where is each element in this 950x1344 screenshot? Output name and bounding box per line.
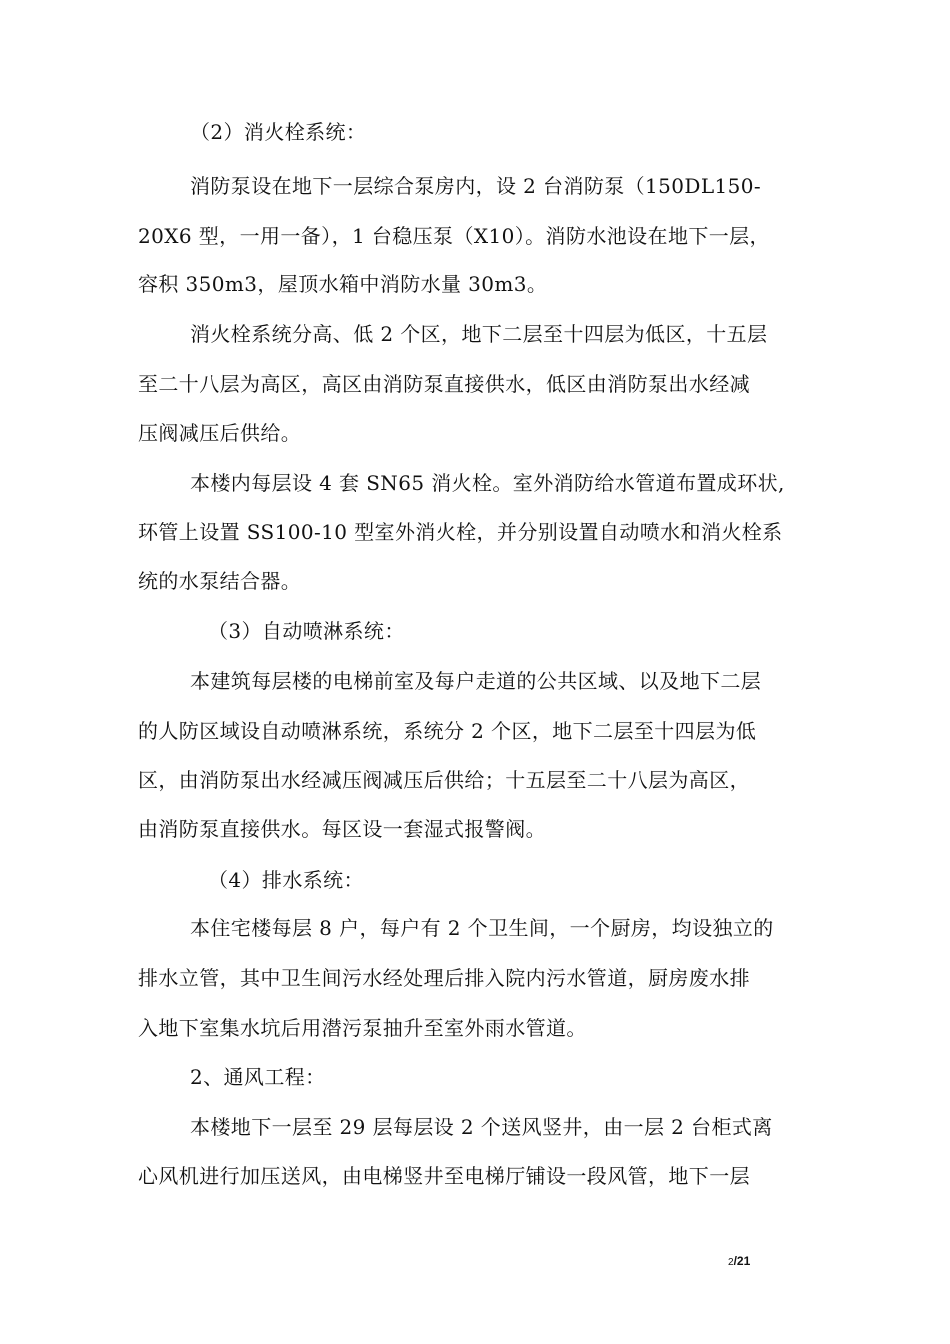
paragraph-line: 至二十八层为高区，高区由消防泵直接供水，低区由消防泵出水经减	[138, 372, 750, 396]
paragraph-line: 环管上设置 SS100-10 型室外消火栓，并分别设置自动喷水和消火栓系	[138, 520, 783, 544]
paragraph-line: 消火栓系统分高、低 2 个区，地下二层至十四层为低区，十五层	[190, 322, 768, 346]
page-number-total: /21	[733, 1254, 751, 1268]
heading-drainage-system: （4）排水系统：	[208, 868, 364, 892]
paragraph-line: 容积 350m3，屋顶水箱中消防水量 30m3。	[138, 272, 548, 296]
heading-fire-hydrant-system: （2）消火栓系统：	[190, 120, 367, 144]
paragraph-line: 由消防泵直接供水。每区设一套湿式报警阀。	[138, 817, 546, 841]
paragraph-line: 本建筑每层楼的电梯前室及每户走道的公共区域、以及地下二层	[190, 669, 762, 693]
paragraph-line: 本住宅楼每层 8 户，每户有 2 个卫生间，一个厨房，均设独立的	[190, 916, 774, 940]
paragraph-line: 入地下室集水坑后用潜污泵抽升至室外雨水管道。	[138, 1016, 587, 1040]
paragraph-line: 的人防区域设自动喷淋系统，系统分 2 个区，地下二层至十四层为低	[138, 719, 757, 743]
page-number	[728, 1254, 750, 1268]
heading-ventilation-works: 2、通风工程：	[190, 1065, 326, 1089]
paragraph-line: 区，由消防泵出水经减压阀减压后供给；十五层至二十八层为高区，	[138, 768, 750, 792]
heading-sprinkler-system: （3）自动喷淋系统：	[208, 619, 405, 643]
paragraph-line: 消防泵设在地下一层综合泵房内，设 2 台消防泵（150DL150-	[190, 174, 762, 198]
paragraph-line: 压阀减压后供给。	[138, 421, 302, 445]
page-number-current: 2	[728, 1257, 734, 1268]
paragraph-line: 本楼地下一层至 29 层每层设 2 个送风竖井，由一层 2 台柜式离	[190, 1115, 773, 1139]
paragraph-line: 20X6 型，一用一备），1 台稳压泵（X10）。消防水池设在地下一层，	[138, 224, 770, 248]
paragraph-line: 心风机进行加压送风，由电梯竖井至电梯厅铺设一段风管，地下一层	[138, 1164, 750, 1188]
paragraph-line: 排水立管，其中卫生间污水经处理后排入院内污水管道，厨房废水排	[138, 966, 750, 990]
paragraph-line: 本楼内每层设 4 套 SN65 消火栓。室外消防给水管道布置成环状,	[190, 471, 785, 495]
paragraph-line: 统的水泵结合器。	[138, 569, 302, 593]
